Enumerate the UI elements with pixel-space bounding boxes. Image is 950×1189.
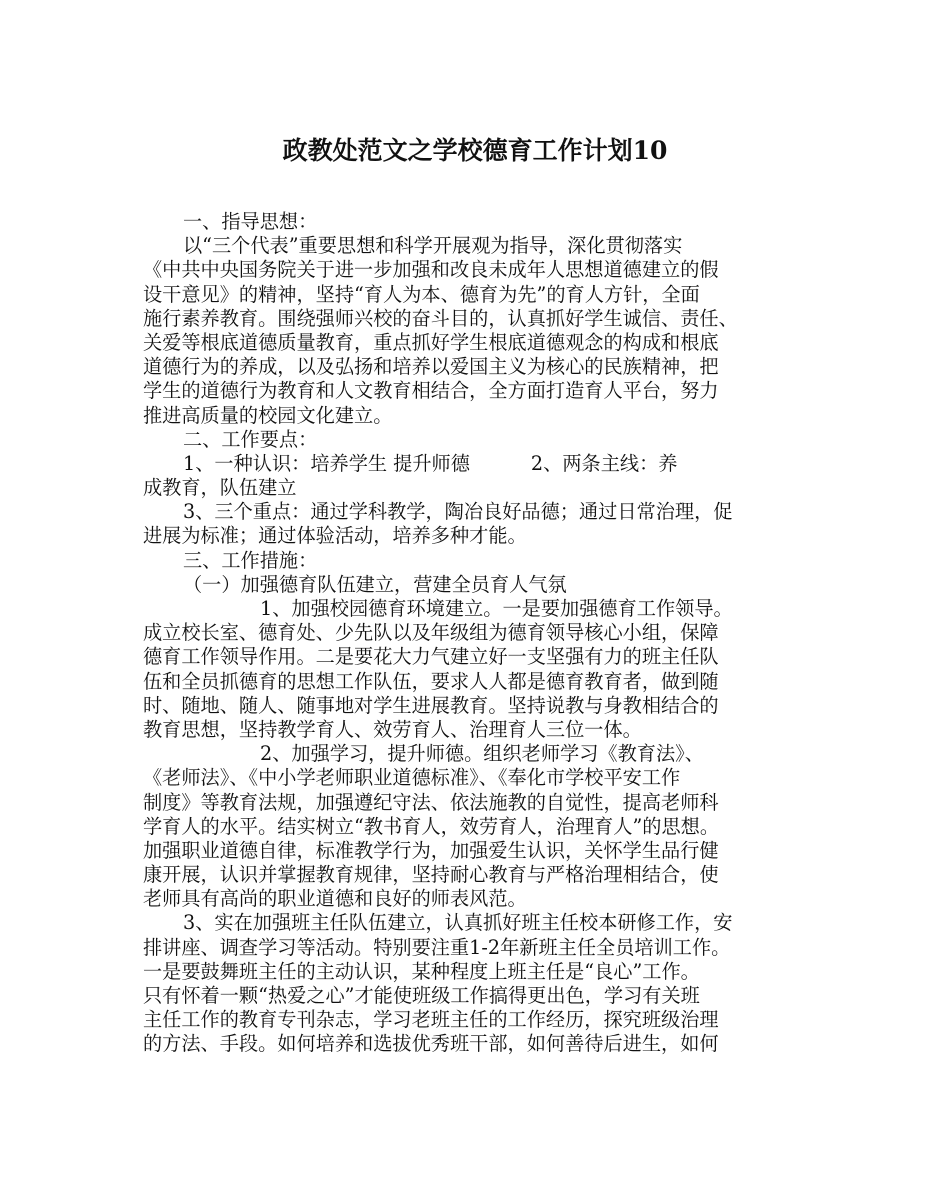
paragraph-line: 2、加强学习，提升师德。组织老师学习《教育法》、 [260, 742, 704, 766]
paragraph-line: 关爱等根底道德质量教育，重点抓好学生根底道德观念的构成和根底 [143, 330, 719, 354]
paragraph-line: 康开展，认识并掌握教育规律，坚持耐心教育与严格治理相结合，使 [143, 863, 719, 887]
section-heading-1: 一、指导思想： [183, 210, 318, 233]
paragraph-line: 伍和全员抓德育的思想工作队伍，要求人人都是德育教育者，做到随 [143, 669, 719, 693]
section-heading-3: 三、工作措施： [183, 548, 318, 572]
paragraph-line: 施行素养教育。围绕强师兴校的奋斗目的，认真抓好学生诚信、责任、 [143, 306, 738, 330]
paragraph-line: 德育工作领导作用。二是要花大力气建立好一支坚强有力的班主任队 [143, 645, 719, 669]
document-body [143, 210, 818, 1057]
paragraph-line: 制度》等教育法规，加强遵纪守法、依法施教的自觉性，提高老师科 [143, 790, 719, 814]
paragraph-line: 《中共中央国务院关于进一步加强和改良未成年人思想道德建立的假 [143, 258, 719, 282]
paragraph-line: 学育人的水平。结实树立“教书育人，效劳育人，治理育人”的思想。 [143, 814, 720, 838]
subsection-heading: （一）加强德育队伍建立，营建全员育人气氛 [183, 572, 567, 596]
paragraph-line: 《老师法》、《中小学老师职业道德标准》、《奉化市学校平安工作 [143, 766, 681, 790]
paragraph-line: 3、三个重点：通过学科教学，陶冶良好品德；通过日常治理，促 [183, 500, 733, 524]
paragraph-line: 的方法、手段。如何培养和选拔优秀班干部，如何善待后进生，如何 [143, 1032, 719, 1056]
paragraph-line: 推进高质量的校园文化建立。 [143, 403, 393, 427]
paragraph-line: 成立校长室、德育处、少先队以及年级组为德育领导核心小组，保障 [143, 621, 719, 645]
paragraph-line: 只有怀着一颗“热爱之心”才能使班级工作搞得更出色，学习有关班 [143, 984, 700, 1007]
paragraph-line: 老师具有高尚的职业道德和良好的师表风范。 [143, 887, 527, 911]
paragraph-line: 排讲座、调查学习等活动。特别要注重1-2年新班主任全员培训工作。 [143, 935, 731, 959]
paragraph-line: 主任工作的教育专刊杂志，学习老班主任的工作经历，探究班级治理 [143, 1008, 719, 1032]
paragraph-line: 道德行为的养成，以及弘扬和培养以爱国主义为核心的民族精神，把 [143, 355, 719, 379]
document-title: 政教处范文之学校德育工作计划10 [282, 136, 668, 165]
paragraph-line: 1、一种认识：培养学生 提升师德 2、两条主线：养 [183, 451, 678, 475]
paragraph-line: 以“三个代表”重要思想和科学开展观为指导，深化贯彻落实 [183, 234, 683, 258]
paragraph-line: 1、加强校园德育环境建立。一是要加强德育工作领导。 [260, 597, 733, 620]
paragraph-line: 3、实在加强班主任队伍建立，认真抓好班主任校本研修工作，安 [183, 911, 733, 935]
paragraph-line: 一是要鼓舞班主任的主动认识，某种程度上班主任是“良心”工作。 [143, 959, 700, 983]
paragraph-line: 学生的道德行为教育和人文教育相结合，全方面打造育人平台，努力 [143, 379, 719, 403]
paragraph-line: 加强职业道德自律，标准教学行为，加强爱生认识，关怀学生品行健 [143, 838, 719, 862]
paragraph-line: 成教育，队伍建立 [143, 476, 297, 500]
section-heading-2: 二、工作要点： [183, 427, 318, 451]
paragraph-line: 教育思想，坚持教学育人、效劳育人、治理育人三位一体。 [143, 717, 642, 741]
paragraph-line: 设干意见》的精神，坚持“育人为本、德育为先”的育人方针，全面 [143, 282, 700, 306]
paragraph-line: 时、随地、随人、随事地对学生进展教育。坚持说教与身教相结合的 [143, 693, 719, 717]
paragraph-line: 进展为标准；通过体验活动，培养多种才能。 [143, 524, 527, 548]
